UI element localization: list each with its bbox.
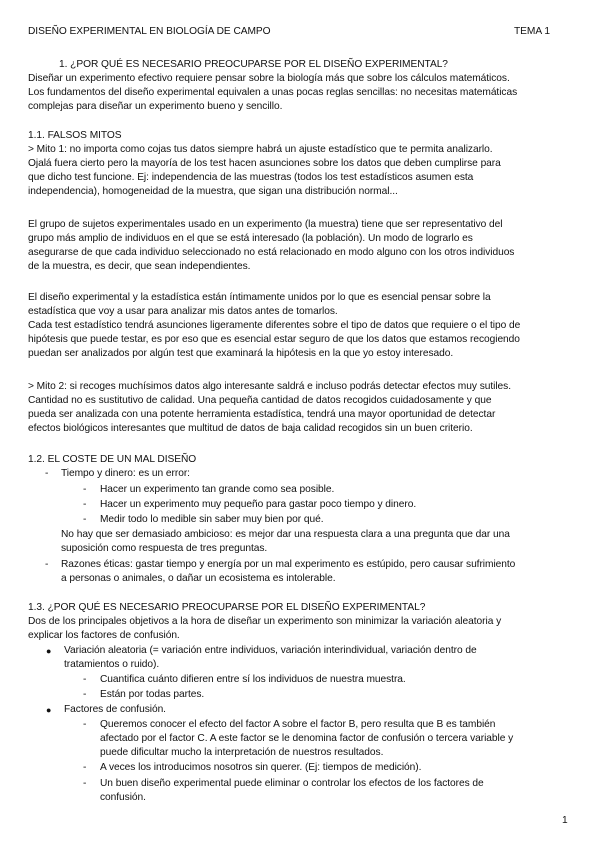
statistics-paragraph: Cada test estadístico tendrá asunciones ligeramente diferentes sobre el tipo de datos que requiere o el tipo de [28,320,521,331]
myth-1-text: que dicho test funcione. Ej: independencia de las muestras (todos los test estadísticos asumen esta [28,172,474,183]
myth-2-text: efectos biológicos interesantes que multitud de datos de baja calidad recogidos sin un buen criterio. [28,423,473,434]
topic-label: TEMA 1 [514,26,550,37]
sub-list-item: Queremos conocer el efecto del factor A sobre el factor B, pero resulta que B es también [100,719,496,730]
dash-bullet: - [83,674,87,685]
dash-bullet: - [45,468,49,479]
sub-list-item: Están por todas partes. [100,689,205,700]
sample-paragraph: de la muestra, es decir, que sean independientes. [28,261,251,272]
section-1-3-heading: 1.3. ¿POR QUÉ ES NECESARIO PREOCUPARSE POR EL DISEÑO EXPERIMENTAL? [28,602,426,613]
dash-bullet: - [83,499,87,510]
random-variation-item: Variación aleatoria (= variación entre individuos, variación interindividual, variación dentro de [64,645,477,656]
section-1-heading: 1. ¿POR QUÉ ES NECESARIO PREOCUPARSE POR EL DISEÑO EXPERIMENTAL? [59,59,448,70]
dash-bullet: - [83,514,87,525]
ethics-item: a personas o animales, o dañar un ecosistema es intolerable. [61,573,336,584]
myth-2-text: > Mito 2: si recoges muchísimos datos algo interesante saldrá e incluso podrás detectar efectos muy sutiles. [28,381,511,392]
dash-bullet: - [83,762,87,773]
myth-1-text: Ojalá fuera cierto pero la mayoría de los test hacen asunciones sobre los datos que deben cumplirse para [28,158,501,169]
dash-bullet: - [83,484,87,495]
myth-1-text: independencia), homogeneidad de la muestra, que sigan una distribución normal... [28,186,398,197]
sub-list-item: A veces los introducimos nosotros sin querer. (Ej: tiempos de medición). [100,762,422,773]
confusion-factors-item: Factores de confusión. [64,704,166,715]
section-1-text: Los fundamentos del diseño experimental equivalen a unas pocas reglas sencillas: no necesitas matemáticas [28,87,518,98]
myth-2-text: Cantidad no es sustitutivo de calidad. Una pequeña cantidad de datos recogidos cuidadosamente y que [28,395,492,406]
sub-list-item: puede dificultar mucho la interpretación de nuestros resultados. [100,747,384,758]
sample-paragraph: El grupo de sujetos experimentales usado en un experimento (la muestra) tiene que ser representativo del [28,219,503,230]
sub-list-item: Un buen diseño experimental puede eliminar o controlar los efectos de los factores de [100,778,484,789]
section-1-2-heading: 1.2. EL COSTE DE UN MAL DISEÑO [28,454,197,465]
sub-list-item: Cuantifica cuánto difieren entre sí los individuos de nuestra muestra. [100,674,406,685]
section-1-text: Diseñar un experimento efectivo requiere pensar sobre la biología más que sobre los cálculos matemáticos. [28,73,510,84]
sub-list-item: confusión. [100,792,146,803]
dash-bullet: - [83,778,87,789]
myth-1-text: > Mito 1: no importa como cojas tus datos siempre habrá un ajuste estadístico que te permita analizarlo. [28,144,493,155]
myth-2-text: pueda ser analizada con una potente herramienta estadística, tendrá una mayor oportunidad de detectar [28,409,496,420]
dot-bullet: ● [46,705,52,715]
statistics-paragraph: hipótesis que puede testar, es por eso que es esencial estar seguro de que los datos que estamos recogiendo [28,334,520,345]
random-variation-item: tratamientos o ruido). [64,659,160,670]
ambition-note: suposición como respuesta de tres preguntas. [61,543,268,554]
section-1-text: complejas para diseñar un experimento bueno y sencillo. [28,101,283,112]
statistics-paragraph: estadística que voy a usar para analizar mis datos antes de tomarlos. [28,306,338,317]
ambition-note: No hay que ser demasiado ambicioso: es mejor dar una respuesta clara a una pregunta que dar una [61,529,510,540]
section-1-1-heading: 1.1. FALSOS MITOS [28,130,122,141]
sample-paragraph: asegurarse de que cada individuo seleccionado no está relacionado en modo alguno con los otros individuos [28,247,515,258]
sub-list-item: Hacer un experimento tan grande como sea posible. [100,484,335,495]
ethics-item: Razones éticas: gastar tiempo y energía por un mal experimento es estúpido, pero causar sufrimiento [61,559,516,570]
page-number: 1 [562,815,568,826]
statistics-paragraph: puedan ser analizados por algún test que examinará la hipótesis en la que yo estoy interesado. [28,348,454,359]
sample-paragraph: grupo más amplio de individuos en el que se está interesado (la población). Un modo de lograrlo es [28,233,473,244]
sub-list-item: Hacer un experimento muy pequeño para gastar poco tiempo y dinero. [100,499,417,510]
section-1-3-intro: Dos de los principales objetivos a la hora de diseñar un experimento son minimizar la variación aleatoria y [28,616,502,627]
sub-list-item: Medir todo lo medible sin saber muy bien por qué. [100,514,324,525]
document-title: DISEÑO EXPERIMENTAL EN BIOLOGÍA DE CAMPO [28,26,271,37]
dash-bullet: - [83,689,87,700]
dot-bullet: ● [46,646,52,656]
dash-bullet: - [83,719,87,730]
statistics-paragraph: El diseño experimental y la estadística están íntimamente unidos por lo que es esencial pensar sobre la [28,292,491,303]
dash-bullet: - [45,559,49,570]
time-money-item: Tiempo y dinero: es un error: [61,468,190,479]
sub-list-item: afectado por el factor C. A este factor se le denomina factor de confusión o tercera variable y [100,733,514,744]
section-1-3-intro: explicar los factores de confusión. [28,630,180,641]
